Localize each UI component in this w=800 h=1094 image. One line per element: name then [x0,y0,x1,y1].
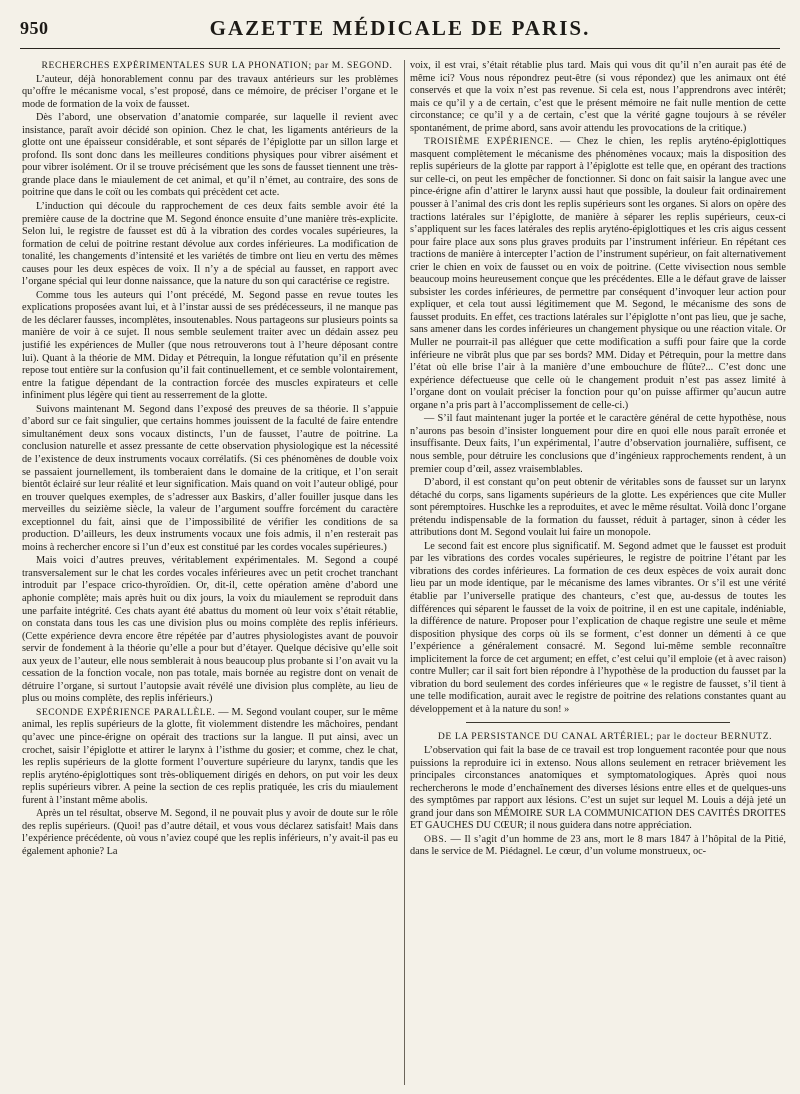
paragraph-second-experiment [22,707,398,807]
third-experiment-label: TROISIÈME EXPÉRIENCE. [424,136,554,148]
paragraph-observation [410,834,786,859]
section-divider [466,722,729,723]
column-divider [404,60,405,1085]
paragraph: L’observation qui fait la base de ce travail est trop longuement racontée pour que nous puissions la reproduire ici in extenso. Nous allons seulement en retracer brièvement les principales circonstances anatomiques et symptomatologiques. Après quoi nous rechercherons le mode d’enchaînement des diverses lésions entre elles et de quelques-uns des symptômes par rapport aux lésions. C’est un sujet sur lequel M. Louis a déjà jeté un grand jour dans son MÉMOIRE SUR LA COMMUNICATION DES CAVITÉS DROITES ET GAUCHES DU CŒUR; il nous guidera dans notre appréciation. [410,744,786,832]
paragraph: — S’il faut maintenant juger la portée et le caractère général de cette hypothèse, nous n’aurons pas besoin d’insister longuement pour dire en quoi elle nous paraît erronée et insuffisante. Deux faits, l’un expérimental, l’autre d’observation journalière, suffisent, ce nous semble, pour détruire les conclusions que d’ingénieux rapprochements rendent, à un premier coup d’œil, assez vraisemblables. [410,413,786,475]
paragraph: Mais voici d’autres preuves, véritablement expérimentales. M. Segond a coupé transversalement sur le chat les cordes vocales inférieures avec un petit crochet tranchant introduit par l’espace crico-thyroïdien. Or, dit-il, cette opération amène d’abord une aphonie complète; mais après huit ou dix jours, la voix du miaulement se reproduit dans une parfaite intégrité. Ces chats ayant été abattus du moment où leur voix s’était rétablie, on constata dans tous les cas une division plus ou moins complète des replis inférieurs. (Cette expérience devra encore être répétée par d’autres physiologistes avant de pouvoir servir de fondement à la théorie qu’elle a pour but d’étayer. Quelque décisive qu’elle soit aux yeux de l’auteur, elle nous semblerait à nous beaucoup plus probante si l’on avait vu la cessation de la fonction vocale, non pas totale, mais bornée au registre dont on venait de détruire l’organe, si surtout l’autopsie avait révélé une division plus complète, au lieu de plus ou moins complète, des replis inférieurs.) [22,555,398,705]
paragraph: Dès l’abord, une observation d’anatomie comparée, sur laquelle il revient avec insistance, paraît avoir décidé son opinion. Chez le chat, les ligaments antérieurs de la glotte ont une épaisseur considérable, et sont séparés de l’épiglotte par un sillon large et profond. Ils sont donc dans les meilleures conditions physiques pour vibrer aisément et pour vibrer isolément. Or il se trouve précisément que les sons de fausset tiennent une très-grande place dans le miaulement de cet animal, et qu’il n’émet, au contraire, des sons de poitrine que dans le coït ou les combats qui précèdent cet acte. [22,112,398,199]
journal-title: GAZETTE MÉDICALE DE PARIS. [209,16,591,40]
paragraph: Le second fait est encore plus significatif. M. Segond admet que le fausset est produit par les vibrations des cordes vocales supérieures, le registre de poitrine l’étant par les vibrations des cordes inférieures. La formation de ces deux espèces de voix aurait donc lieu par un mode identique, par le mécanisme des lames vibrantes. Or s’il est une vérité établie par l’universelle pratique des chanteurs, c’est que, au-dessus de toutes les différences qui séparent le fausset de la voix de poitrine, il en est une capitale, indéniable, la différence de nature. Proposer pour l’explication de chaque registre une seule et même disposition physique des corps où ils se forment, c’est donner un démenti à ce que l’expérience a généralement consacré. M. Segond lui-même semble reconnaître implicitement la force de cet argument; en effet, c’est celui qu’il emploie (et à avec raison) contre Muller; car il sait fort bien répondre à l’hypothèse de la production du fausset par la vibration du bord seulement des cordes inférieures que « le registre de fausset, s’il tient à une telle modification, aurait avec le registre de poitrine des relations constantes quant au développement et à la nature du son! » [410,540,786,715]
paragraph: L’induction qui découle du rapprochement de ces deux faits semble avoir été la première cause de la doctrine que M. Segond énonce ensuite d’une manière très-explicite. Selon lui, le registre de fausset est dû à la vibration des cordes vocales supérieures, la formation de celui de poitrine restant dévolue aux cordes inférieures. La modification de tonalité, les changements d’intensité et les variétés de timbre ont lieu en vertu des mêmes causes pour les deux espèces de voix. Il n’y a de spécial au fausset, en rapport avec l’organe spécial qui leur donne naissance, que la nature du son qui caractérise ce registre. [22,201,398,288]
paragraph: Suivons maintenant M. Segond dans l’exposé des preuves de sa théorie. Il s’appuie d’abord sur ce fait singulier, que certains hommes jouissent de la faculté de faire entendre simultanément deux sons vocaux distincts, l’un de fausset, l’autre de poitrine. La conclusion naturelle et assez pressante de cette observation physiologique est la nécessité de l’existence de deux instruments vocaux corrélatifs. (Si ces phénomènes de double voix se passaient journellement, ils tomberaient dans le domaine de la critique, et l’on serait bientôt éclairé sur leur réalité et leur signification. Mais quand on voit l’auteur obligé, pour en trouver quelques exemples, de s’adresser aux Baskirs, d’aller fouiller jusque dans les merveilles du seizième siècle, la valeur de l’argument souffre forcément du caractère exceptionnel du fait, ainsi que de l’impossibilité de vérifier les conditions de sa production. D’ailleurs, les deux instruments vocaux une fois admis, il n’en resterait pas moins à rechercher encore si l’un d’eux est constitué par les cordes vocales supérieures.) [22,403,398,553]
observation-label: OBS. [424,833,448,845]
paragraph: L’auteur, déjà honorablement connu par des travaux antérieurs sur les problèmes qu’offre le mécanisme vocal, s’est proposé, dans ce mémoire, de préciser l’organe et le mode de formation de la voix de fausset. [22,73,398,110]
article-title-canal-arteriel: DE LA PERSISTANCE DU CANAL ARTÉRIEL; par le docteur BERNUTZ. [437,731,773,743]
observation-text: — Il s’agit d’un homme de 23 ans, mort le 8 mars 1847 à l’hôpital de la Pitié, dans le service de M. Piédagnel. Le cœur, d’un volume monstrueux, oc- [410,833,786,858]
left-column [22,60,398,1088]
page-header [20,14,780,49]
paragraph: Après un tel résultat, observe M. Segond, il ne pouvait plus y avoir de doute sur le rôle des replis supérieurs. (Quoi! pas d’autre détail, et vous vous déclarez satisfait! Mais dans l’expérience précédente, où vous n’aviez coupé que les replis inférieurs, n’y avait-il pas eu également aphonie? La [22,808,398,857]
second-experiment-label: SECONDE EXPÉRIENCE PARALLÈLE. [36,706,216,718]
page-number: 950 [20,18,49,38]
second-experiment-text: — M. Segond voulant couper, sur le même animal, les replis supérieurs de la glotte, fit violemment distendre les mâchoires, pendant qu’avec une pince-érigne on opérait des tractions sur la langue. Il put ainsi, avec un crochet, saisir l’épiglotte et attirer le larynx à l’isthme du gosier; et comme, chez le chat, les replis supérieurs de la glotte forment l’ouverture supérieure du larynx, tandis que les replis aryténo-épiglottiques sont très-obliquement dirigés en dehors, on put voir les deux replis supérieurs vibrer. A peine la section de ces replis pratiquée, les cris du miaulement furent à l’instant même abolis. [22,706,398,806]
paragraph-third-experiment [410,136,786,412]
paragraph: Comme tous les auteurs qui l’ont précédé, M. Segond passe en revue toutes les explications proposées avant lui, et à l’instar aussi de ses prédécesseurs, il ne manque pas de les déclarer fausses, incomplètes, insoutenables. Nous partageons sur plusieurs points sa manière de voir à ce sujet. Il nous semble seulement traiter avec un dédain assez peu justifié les expériences de Muller (que nous retrouverons tout à l’heure déposant contre lui). Quant à la théorie de MM. Diday et Pétrequin, la longue réfutation qu’il en présente repose tout entière sur la confusion qu’il fait continuellement, et ce semble volontairement, entre la fatigue dépendant de la contraction forcée des muscles expirateurs et celle infiniment plus légère qui tient au resserrement de la glotte. [22,289,398,402]
third-experiment-text: — Chez le chien, les replis aryténo-épiglottiques masquent complètement le mécanisme des phénomènes vocaux; mais la disposition des replis supérieurs de la glotte par rapport à l’épiglotte est telle que, en opérant des tractions sur celle-ci, on peut les empêcher de fonctionner. Si donc on fait saisir la langue avec une pince-érigne afin d’attirer le larynx aussi haut que possible, la douleur fait ordinairement pousser à l’animal des cris dont les replis supérieurs sont les organes. Si alors on opère des tractions latérales sur l’épiglotte, de manière à séparer les replis supérieurs, ceux-ci s’appliquent sur les faces latérales des replis aryténo-épiglottiques et les cris aigus cessent pour faire place aux sons plus graves produits par l’instrument inférieur. En répétant ces tractions de manière à intercepter l’action de l’instrument supérieur, on fait alternativement crier le chien en voix de fausset ou en voix de poitrine. (Cette vivisection nous semble beaucoup moins heureusement conçue que les précédentes. Elle a le défaut grave de laisser subsister les cordes inférieures, de permettre par conséquent d’invoquer leur action pour expliquer, et cela tout aussi légitimement que M. Segond, le mécanisme des sons de fausset produits. En effet, ces tractions latérales sur l’épiglotte n’ont pas lieu, que je sache, sans amener dans les cordes inférieures un changement physique ou une réaction vitale. Or Muller ne pourrait-il pas alléguer que cette modification a suffi pour faire que la corde inférieure ne vibrât plus que par ses bords? MM. Diday et Pétrequin, pour la mettre dans l’état où elle brise l’air à la manière d’une embouchure de flûte?... C’est donc une expérience défectueuse que celle où le changement produit n’est pas assez limité à l’organe dont on voulait préciser la fonction pour qu’on puisse affirmer qu’aucun autre organe n’a pris part à l’accomplissement de celle-ci.) [410,136,786,411]
paragraph-continued: voix, il est vrai, s’était rétablie plus tard. Mais qui vous dit qu’il n’en aurait pas été de même ici? Vous nous répondrez peut-être (si vous répondez) que les animaux ont été conservés et que la voix n’est pas revenue. Si cela est, nous l’apprendrons avec intérêt; mais ce qu’il y a de certain, c’est que le présent mémoire ne fait nulle mention de cette circonstance; ce qu’il y a de certain, c’est que la vérité gagne toujours à se révéler spontanément, de prime abord, sans avoir attendu les provocations de la critique.) [410,60,786,134]
right-column [410,60,786,1088]
paragraph: D’abord, il est constant qu’on peut obtenir de véritables sons de fausset sur un larynx détaché du corps, sans ligaments supérieurs de la glotte. Les expériences que cite Muller sont péremptoires. Huschke les a reproduites, et avec le même résultat. Voilà donc l’organe prétendu indispensable de la formation du fausset, réduit à partager, sinon à céder les attributions dont M. Segond voulait lui faire un monopole. [410,477,786,539]
article-title-phonation: RECHERCHES EXPÉRIMENTALES SUR LA PHONATION; par M. SEGOND. [41,60,393,71]
